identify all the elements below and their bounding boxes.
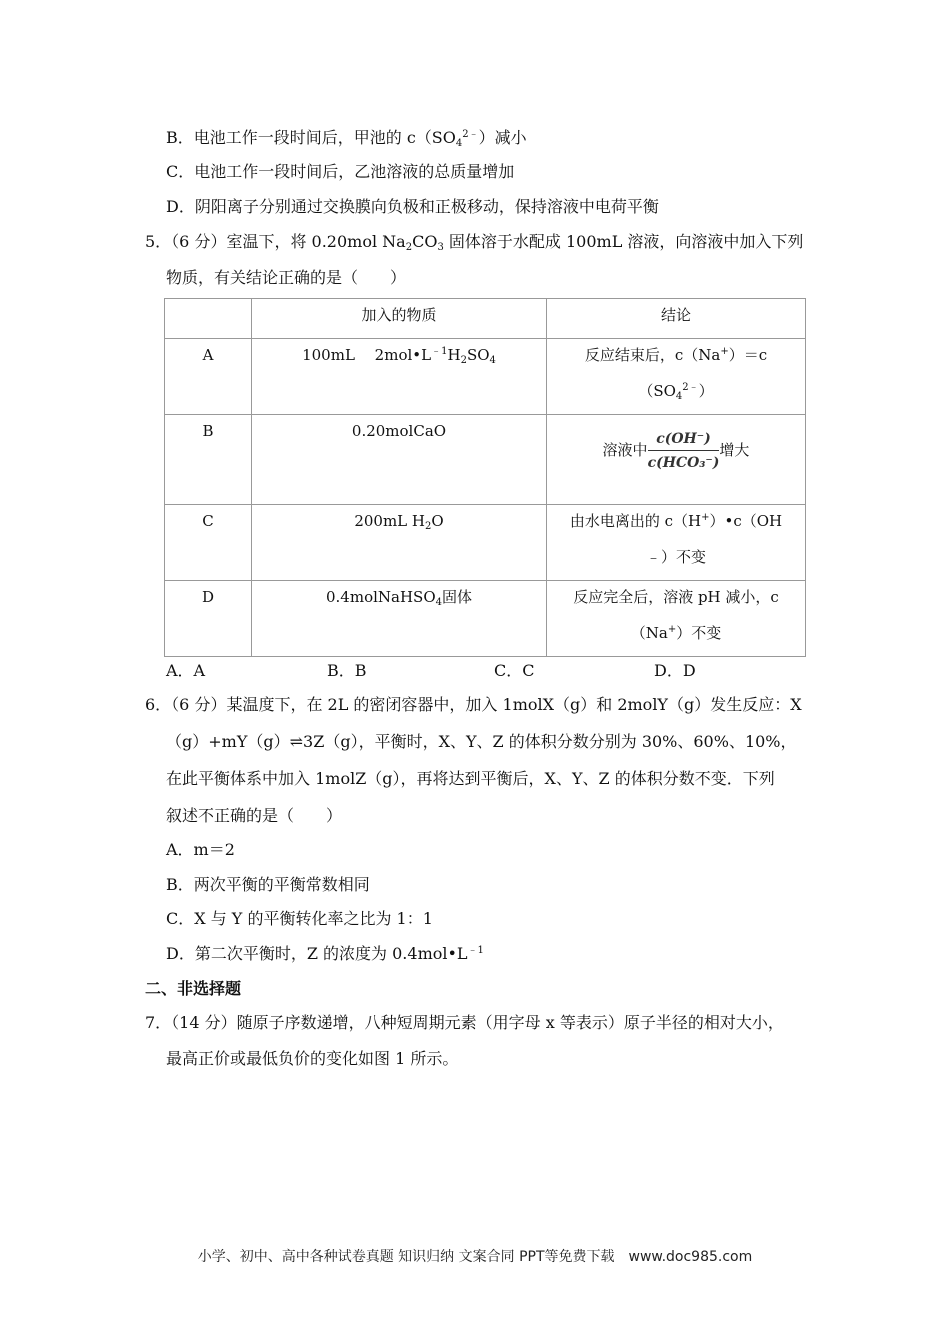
q5-stem-line2: 物质，有关结论正确的是（ ）: [166, 268, 407, 287]
q4-option-b: B．电池工作一段时间后，甲池的 $c(SO_4^{2﹣})$减小: [166, 128, 527, 149]
q5-stem-line1: 5．（6 分）室温下，将 0.20mol $Na_2CO_3$ 固体溶于水配成 100mL 溶液，向溶液中加入下列: [145, 232, 804, 253]
table-row: [165, 581, 806, 657]
q5-answer-d: D．D: [654, 661, 696, 680]
row-substance: 100mL $2mol•L^{﹣1}H_2SO_4$: [252, 339, 547, 415]
q7-stem-line2: 最高正价或最低负价的变化如图 1 所示。: [166, 1049, 459, 1068]
header-conclusion: 结论: [547, 299, 806, 339]
header-empty-cell: [165, 299, 252, 339]
q6-option-b: B．两次平衡的平衡常数相同: [166, 875, 370, 894]
q6-option-a: A．m＝2: [166, 840, 235, 859]
row-label: A: [165, 339, 252, 415]
q5-answer-a: A．A: [166, 661, 206, 680]
row-substance: 200mL $H_2O$: [252, 505, 547, 581]
q6-stem-line2: （g）+mY（g）⇌3Z（g），平衡时，X、Y、Z 的体积分数分别为 30%、60%、10%，: [166, 732, 797, 751]
table-row: [165, 505, 806, 581]
q6-option-d: D．第二次平衡时，Z 的浓度为 $0.4mol•L^{﹣1}$: [166, 944, 484, 963]
q6-stem-line4: 叙述不正确的是（ ）: [166, 806, 343, 825]
table-row: [165, 339, 806, 415]
oh-over-hco3-fraction: $\frac{c(OH^-)}{\text{c(HCO₃⁻)}}$: [647, 431, 720, 471]
header-substance: 加入的物质: [252, 299, 547, 339]
table-row: [165, 415, 806, 505]
row-label: C: [165, 505, 252, 581]
q6-stem-line3: 在此平衡体系中加入 1molZ（g），再将达到平衡后，X、Y、Z 的体积分数不变．下列: [166, 769, 775, 788]
q7-stem-line1: 7．（14 分）随原子序数递增，八种短周期元素（用字母 x 等表示）原子半径的相对大小，: [145, 1013, 784, 1032]
row-conclusion: 由水电离出的 c（H+）•c（OH ﹣）不变: [547, 505, 806, 581]
row-substance: 0.4molNaHSO$_4$固体: [252, 581, 547, 657]
section-heading: 二、非选择题: [145, 979, 242, 998]
q4-option-d: D．阴阳离子分别通过交换膜向负极和正极移动，保持溶液中电荷平衡: [166, 197, 659, 216]
q5-table: [164, 298, 806, 657]
row-label: D: [165, 581, 252, 657]
q4-option-c: C．电池工作一段时间后，乙池溶液的总质量增加: [166, 162, 515, 181]
row-conclusion: 反应完全后，溶液 pH 减小，c （Na+）不变: [547, 581, 806, 657]
row-conclusion: 溶液中 $\frac{c(OH^-)}{\text{c(HCO₃⁻)}}$ 增大: [547, 415, 806, 505]
q5-answer-c: C．C: [494, 661, 535, 680]
row-substance: 0.20molCaO: [252, 415, 547, 505]
q6-stem-line1: 6．（6 分）某温度下，在 2L 的密闭容器中，加入 1molX（g）和 2molY（g）发生反应：X: [145, 695, 802, 714]
row-label: B: [165, 415, 252, 505]
footer-text: 小学、初中、高中各种试卷真题 知识归纳 文案合同 PPT等免费下载 www.doc985.com: [197, 1249, 753, 1265]
row-conclusion: 反应结束后，c（Na+）＝c $(SO_4^{2﹣})$: [547, 339, 806, 415]
q5-answer-b: B．B: [327, 661, 367, 680]
q6-option-c: C．X 与 Y 的平衡转化率之比为 1：1: [166, 909, 433, 928]
